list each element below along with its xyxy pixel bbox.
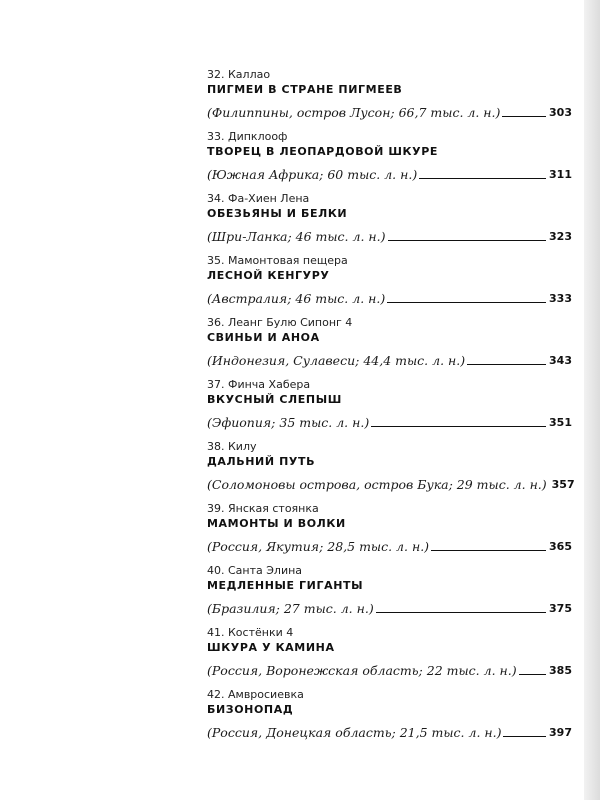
page-number: 323 xyxy=(549,230,572,243)
chapter-title: ПИГМЕИ В СТРАНЕ ПИГМЕЕВ xyxy=(207,83,403,96)
chapter-location-date: (Бразилия; 27 тыс. л. н.) xyxy=(207,601,374,616)
dot-leader xyxy=(502,116,546,117)
site-name: 32. Каллао xyxy=(207,68,271,81)
chapter-subline xyxy=(207,657,572,679)
site-name: 36. Леанг Булю Сипонг 4 xyxy=(207,316,353,329)
chapter-title: ДАЛЬНИЙ ПУТЬ xyxy=(207,455,316,468)
dot-leader xyxy=(503,736,546,737)
page-number: 303 xyxy=(549,106,572,119)
site-name: 42. Амвросиевка xyxy=(207,688,304,701)
toc-entry xyxy=(207,625,572,687)
dot-leader xyxy=(387,302,546,303)
toc-entry xyxy=(207,687,572,749)
table-of-contents xyxy=(207,67,575,749)
toc-entry xyxy=(207,315,572,377)
chapter-subline xyxy=(207,409,572,431)
chapter-location-date: (Филиппины, остров Лусон; 66,7 тыс. л. н.) xyxy=(207,105,501,120)
chapter-title: ОБЕЗЬЯНЫ И БЕЛКИ xyxy=(207,207,348,220)
site-name: 38. Килу xyxy=(207,440,257,453)
chapter-location-date: (Россия, Якутия; 28,5 тыс. л. н.) xyxy=(207,539,430,554)
chapter-subline xyxy=(207,471,575,493)
dot-leader xyxy=(419,178,546,179)
page-number: 357 xyxy=(551,478,575,491)
page-number: 375 xyxy=(549,602,572,615)
chapter-location-date: (Шри-Ланка; 46 тыс. л. н.) xyxy=(207,229,386,244)
dot-leader xyxy=(376,612,546,613)
dot-leader xyxy=(371,426,546,427)
chapter-subline xyxy=(207,347,572,369)
chapter-location-date: (Россия, Воронежская область; 22 тыс. л. н.) xyxy=(207,663,517,678)
chapter-title: МЕДЛЕННЫЕ ГИГАНТЫ xyxy=(207,579,364,592)
page-number: 311 xyxy=(549,168,572,181)
chapter-subline xyxy=(207,161,572,183)
toc-entry xyxy=(207,501,572,563)
site-name: 33. Дипклооф xyxy=(207,130,288,143)
page-number: 333 xyxy=(549,292,572,305)
toc-entry xyxy=(207,129,572,191)
chapter-location-date: (Австралия; 46 тыс. л. н.) xyxy=(207,291,386,306)
chapter-title: ЛЕСНОЙ КЕНГУРУ xyxy=(207,269,330,282)
dot-leader xyxy=(431,550,546,551)
chapter-location-date: (Россия, Донецкая область; 21,5 тыс. л. н.) xyxy=(207,725,502,740)
chapter-subline xyxy=(207,719,572,741)
toc-entry xyxy=(207,67,572,129)
toc-entry xyxy=(207,377,572,439)
dot-leader xyxy=(519,674,546,675)
chapter-location-date: (Южная Африка; 60 тыс. л. н.) xyxy=(207,167,418,182)
chapter-location-date: (Эфиопия; 35 тыс. л. н.) xyxy=(207,415,370,430)
toc-entry xyxy=(207,191,572,253)
chapter-title: ШКУРА У КАМИНА xyxy=(207,641,335,654)
toc-entry xyxy=(207,253,572,315)
site-name: 35. Мамонтовая пещера xyxy=(207,254,348,267)
chapter-title: ТВОРЕЦ В ЛЕОПАРДОВОЙ ШКУРЕ xyxy=(207,145,439,158)
toc-entry xyxy=(207,563,572,625)
toc-entry xyxy=(207,439,575,501)
page-number: 365 xyxy=(549,540,572,553)
chapter-subline xyxy=(207,533,572,555)
page-number: 397 xyxy=(549,726,572,739)
chapter-subline xyxy=(207,285,572,307)
page-number: 385 xyxy=(549,664,572,677)
chapter-subline xyxy=(207,223,572,245)
site-name: 34. Фа-Хиен Лена xyxy=(207,192,310,205)
chapter-location-date: (Соломоновы острова, остров Бука; 29 тыс. л. н.) xyxy=(207,477,547,492)
page-number: 351 xyxy=(549,416,572,429)
chapter-subline xyxy=(207,595,572,617)
chapter-title: ВКУСНЫЙ СЛЕПЫШ xyxy=(207,393,342,406)
page-edge xyxy=(584,0,600,800)
chapter-title: СВИНЬИ И АНОА xyxy=(207,331,320,344)
dot-leader xyxy=(467,364,546,365)
chapter-location-date: (Индонезия, Сулавеси; 44,4 тыс. л. н.) xyxy=(207,353,466,368)
site-name: 39. Янская стоянка xyxy=(207,502,319,515)
page-number: 343 xyxy=(549,354,572,367)
chapter-subline xyxy=(207,99,572,121)
site-name: 40. Санта Элина xyxy=(207,564,303,577)
chapter-title: МАМОНТЫ И ВОЛКИ xyxy=(207,517,346,530)
chapter-title: БИЗОНОПАД xyxy=(207,703,294,716)
dot-leader xyxy=(388,240,547,241)
site-name: 37. Финча Хабера xyxy=(207,378,311,391)
site-name: 41. Костёнки 4 xyxy=(207,626,294,639)
